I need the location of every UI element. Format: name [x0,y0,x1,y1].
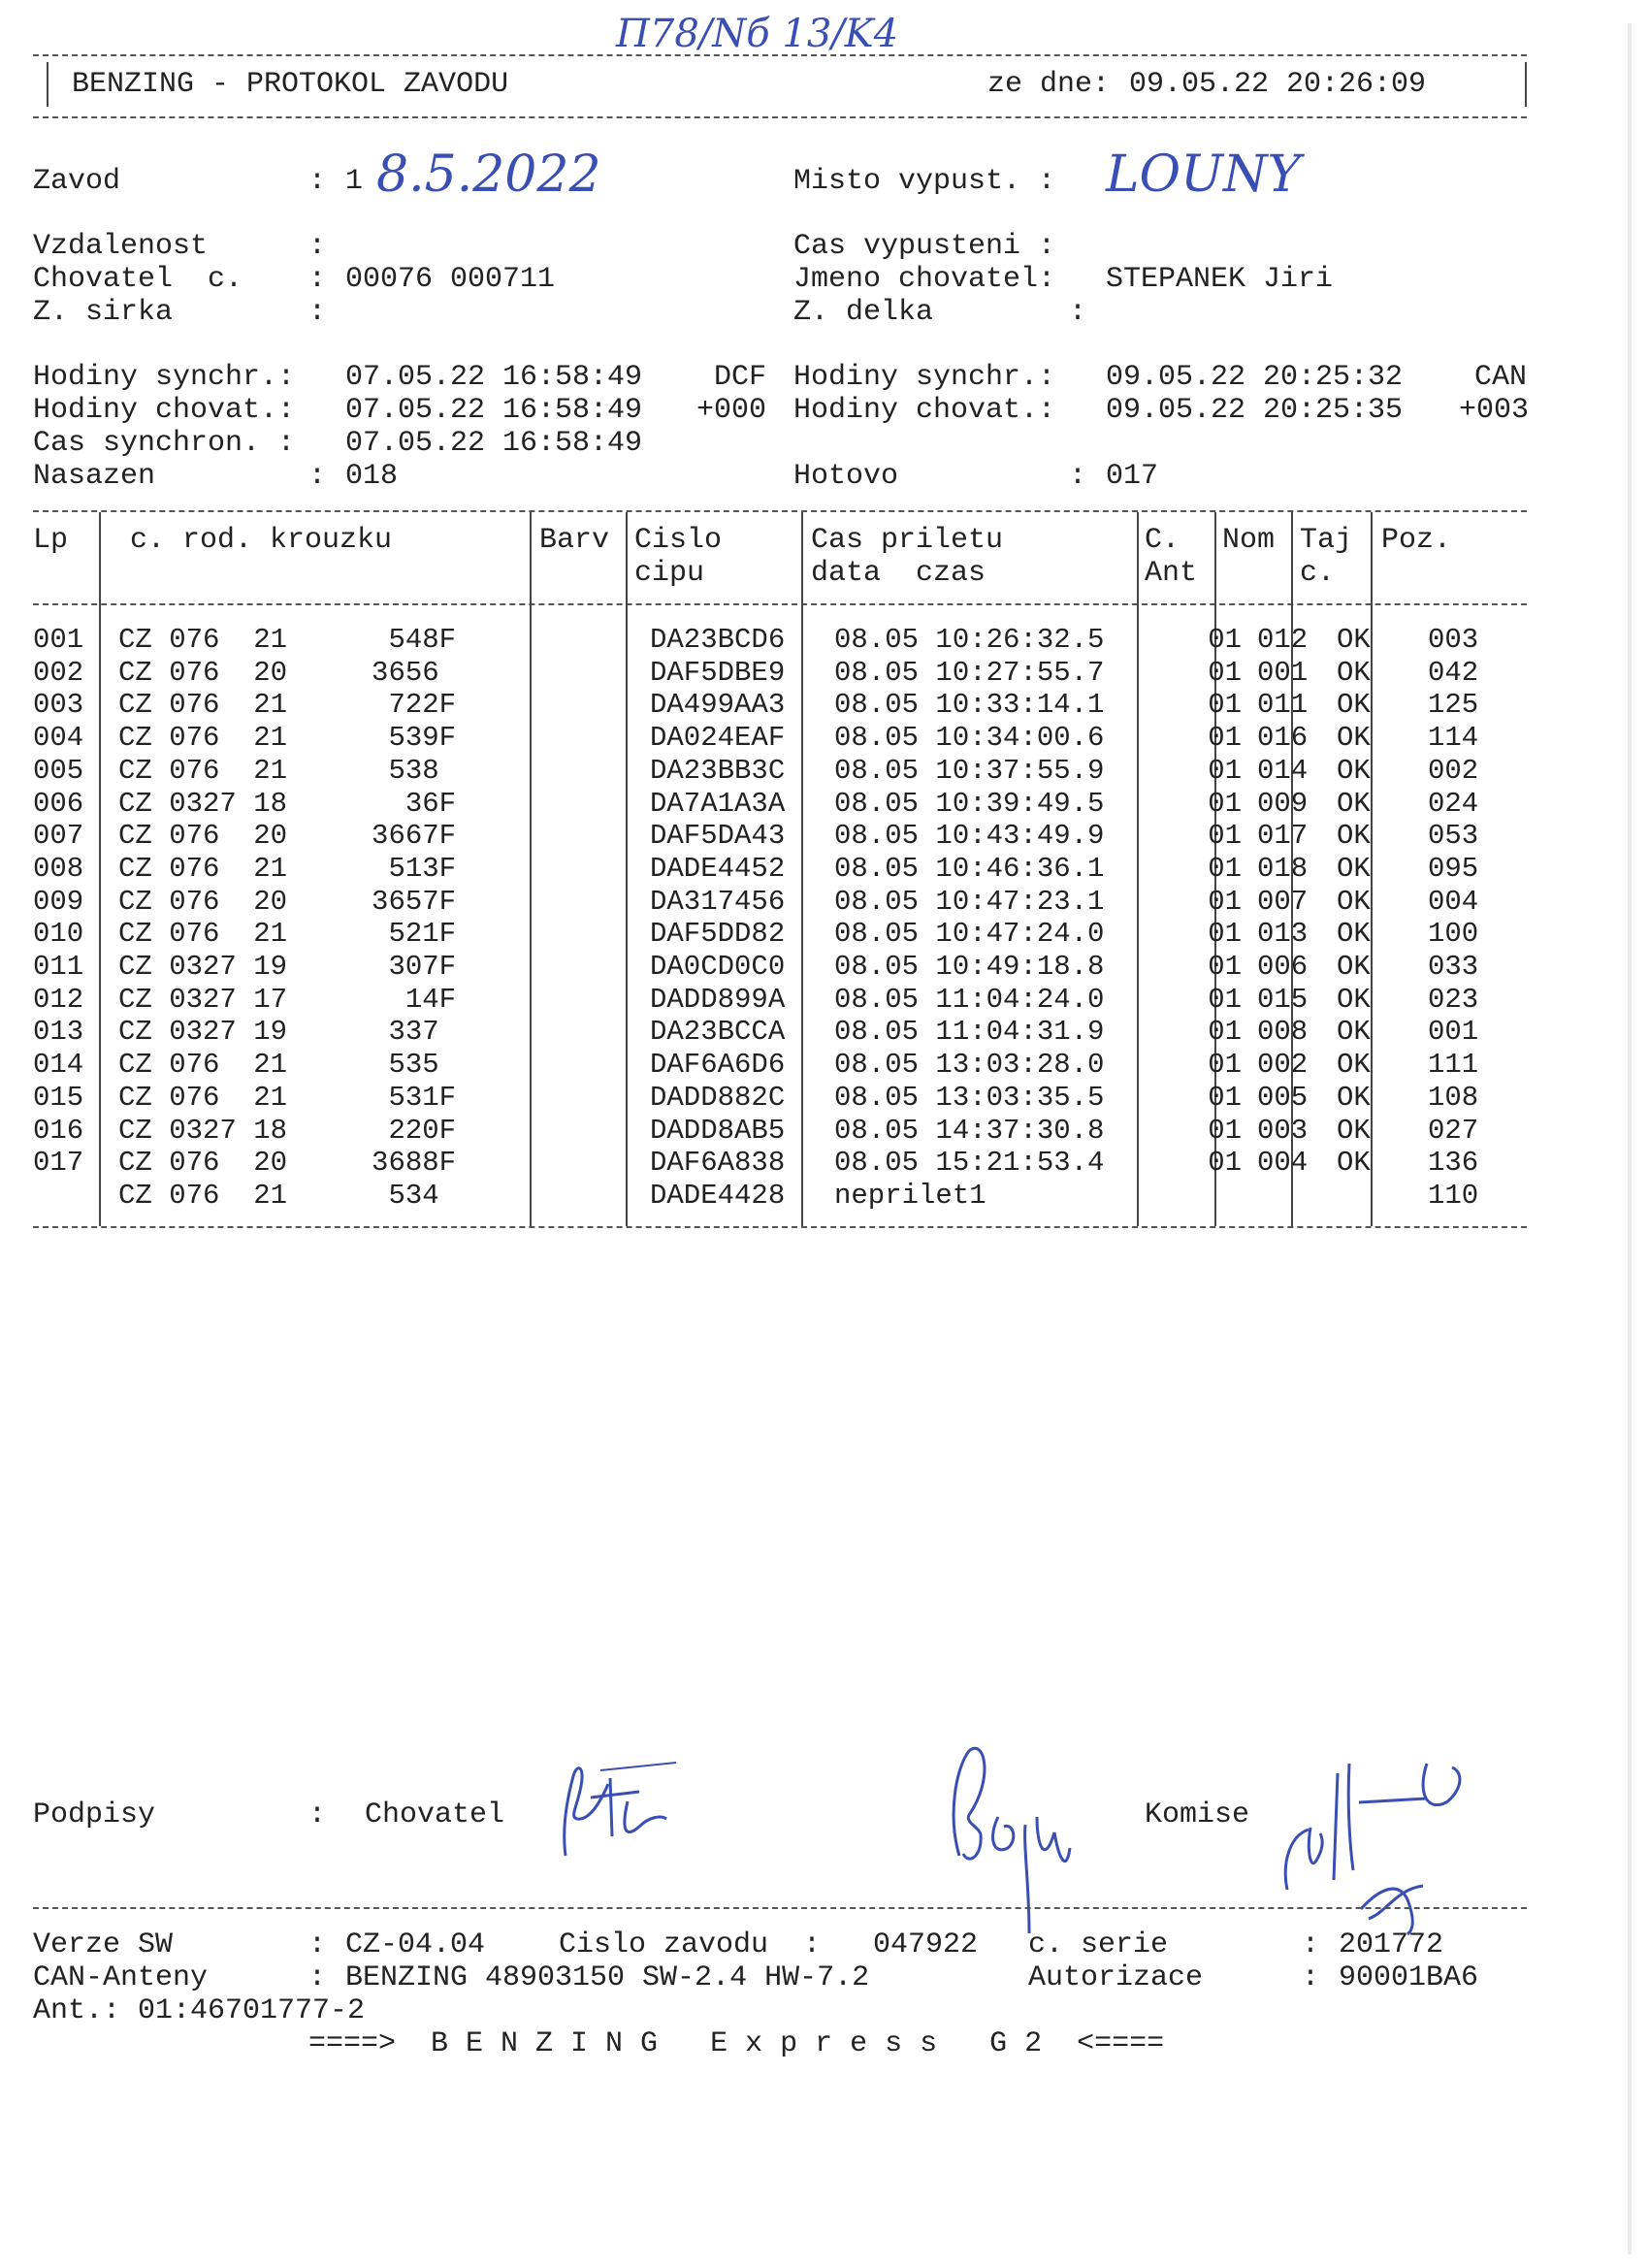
cell-barv [550,755,642,788]
table-row [33,1180,1515,1213]
cell-nom: 012 [1257,624,1309,656]
cell-ant: 01 [1208,1114,1242,1147]
cell-barv [550,1082,642,1115]
header-right-border [1525,62,1527,107]
cell-chip: DA317456 [650,885,786,918]
th-ant-2: Ant [1145,557,1198,590]
th-taj-2: c. [1300,557,1336,590]
delka-colon: : [1069,296,1087,329]
vzdalenost-colon: : [308,230,327,263]
header-left-border [47,62,48,107]
cas-vypusteni-label: Cas vypusteni : [793,230,1056,263]
cell-lp [33,1180,99,1213]
cell-poz: 042 [1428,656,1479,689]
cell-poz: 100 [1428,918,1479,951]
chovatel-signature [534,1741,678,1870]
cell-barv [550,984,642,1017]
scan-edge [1628,23,1632,2254]
th-ring: c. rod. krouzku [130,524,393,557]
chovatel-label: Chovatel c. [33,263,243,296]
cell-ant: 01 [1208,722,1242,755]
table-row [33,1115,1515,1148]
cell-lp: 007 [33,820,84,853]
cell-chip: DAF5DD82 [650,918,786,951]
cell-ant: 01 [1208,754,1242,787]
table-row [33,689,1515,722]
sync2-tag: CAN [1474,361,1528,394]
benzing-banner: ====> B E N Z I N G E x p r e s s G 2 <==== [308,2027,1165,2060]
cell-time: 08.05 11:04:31.9 [834,1016,1105,1049]
cell-taj: OK [1337,656,1371,689]
cell-chip: DAF5DBE9 [650,656,786,689]
sirka-label: Z. sirka [33,296,174,329]
table-row [33,1082,1515,1115]
th-barv: Barv [539,524,610,557]
cell-ring: CZ 0327 18 220F [118,1114,457,1147]
cell-ant: 01 [1208,787,1242,820]
cell-nom: 006 [1257,951,1309,984]
cell-chip: DA23BCD6 [650,624,786,656]
table-row [33,918,1515,951]
cell-time: 08.05 10:34:00.6 [834,722,1105,755]
cell-ring: CZ 076 21 539F [118,722,457,755]
cell-taj: OK [1337,754,1371,787]
cell-time: 08.05 15:21:53.4 [834,1147,1105,1180]
verze-label: Verze SW [33,1928,174,1961]
cell-lp: 003 [33,689,84,722]
jmeno-label: Jmeno chovatel: [793,263,1056,296]
cell-chip: DADD8AB5 [650,1114,786,1147]
cislo-value: 047922 [873,1928,979,1961]
cell-lp: 002 [33,656,84,689]
th-time-1: Cas priletu [811,524,1004,557]
cell-ant: 01 [1208,1016,1242,1049]
th-chip-2: cipu [634,557,705,590]
cell-ring: CZ 076 20 3656 [118,656,457,689]
cell-ant: 01 [1208,1049,1242,1082]
cell-time: 08.05 10:47:24.0 [834,918,1105,951]
chovatel-colon: : [308,263,327,296]
cell-lp: 008 [33,852,84,885]
chovat1-label: Hodiny chovat.: [33,394,296,427]
cell-taj [1333,1180,1416,1213]
table-row [33,1016,1515,1049]
cell-ant: 01 [1208,820,1242,853]
sync1-tag: DCF [714,361,767,394]
cell-chip: DA499AA3 [650,689,786,722]
cell-barv [550,689,642,722]
cell-ant: 01 [1208,951,1242,984]
footer-border [33,1907,1527,1909]
cell-ant: 01 [1208,852,1242,885]
th-time-2: data czas [811,557,986,590]
cell-nom: 015 [1257,983,1309,1016]
table-row [33,853,1515,886]
cell-barv [550,624,642,657]
cell-ant: 01 [1208,1147,1242,1180]
cell-chip: DAF5DA43 [650,820,786,853]
cell-ring: CZ 076 20 3657F [118,885,457,918]
cell-barv [550,788,642,821]
cell-taj: OK [1337,918,1371,951]
cell-barv [550,1016,642,1049]
cell-poz: 111 [1428,1049,1479,1082]
th-nom: Nom [1222,524,1276,557]
table-top-border [33,510,1527,512]
cell-chip: DAF6A838 [650,1147,786,1180]
th-lp: Lp [33,524,69,557]
cell-taj: OK [1337,722,1371,755]
cell-nom: 002 [1257,1049,1309,1082]
th-taj-1: Taj [1300,524,1353,557]
header-top-border [33,54,1527,56]
autorizace-label: Autorizace [1028,1961,1204,1994]
cell-lp: 009 [33,885,84,918]
cell-time: neprilet1 [834,1179,986,1212]
cell-taj: OK [1337,1016,1371,1049]
table-row [33,820,1515,853]
can-label: CAN-Anteny [33,1961,209,1994]
cell-time: 08.05 10:27:55.7 [834,656,1105,689]
cell-taj: OK [1337,689,1371,722]
cell-chip: DA23BB3C [650,754,786,787]
hotovo-value: 017 [1106,460,1159,493]
cell-ring: CZ 076 21 531F [118,1081,457,1114]
cell-nom [1249,1180,1333,1213]
table-row [33,1147,1515,1180]
table-bottom-border [33,1226,1527,1228]
cell-poz: 114 [1428,722,1479,755]
cell-poz: 027 [1428,1114,1479,1147]
nasazen-label: Nasazen [33,460,156,493]
cell-ant [1164,1180,1249,1213]
cell-time: 08.05 10:39:49.5 [834,787,1105,820]
cell-chip: DADE4428 [650,1179,786,1212]
cell-barv [550,853,642,886]
cell-taj: OK [1337,852,1371,885]
table-row [33,951,1515,984]
hotovo-colon: : [1069,460,1087,493]
cell-chip: DA7A1A3A [650,787,786,820]
cell-time: 08.05 10:37:55.9 [834,754,1105,787]
serie-value: 201772 [1339,1928,1444,1961]
cell-nom: 005 [1257,1081,1309,1114]
sig-chovatel-label: Chovatel [365,1798,505,1831]
misto-handwritten: LOUNY [1106,146,1301,204]
cell-ring: CZ 076 21 538 [118,754,457,787]
table-row [33,1049,1515,1082]
cell-poz: 125 [1428,689,1479,722]
cell-poz: 110 [1428,1179,1479,1212]
th-chip-1: Cislo [634,524,723,557]
cell-barv [550,1049,642,1082]
cell-barv [550,1147,642,1180]
cell-barv [550,1115,642,1148]
cell-barv [550,918,642,951]
cell-barv [550,951,642,984]
zavod-colon: : [308,165,327,198]
table-row [33,657,1515,690]
chovat2-value: 09.05.22 20:25:35 [1106,394,1404,427]
date-value: 09.05.22 20:26:09 [1129,68,1427,101]
cell-lp: 001 [33,624,84,656]
cell-nom: 016 [1257,722,1309,755]
cell-time: 08.05 10:26:32.5 [834,624,1105,656]
cell-time: 08.05 14:37:30.8 [834,1114,1105,1147]
cell-lp: 011 [33,951,84,984]
table-row [33,624,1515,657]
cell-nom: 017 [1257,820,1309,853]
cell-poz: 023 [1428,983,1479,1016]
zavod-label: Zavod [33,165,121,198]
cell-poz: 024 [1428,787,1479,820]
header-bottom-border [33,116,1527,118]
cas-sync-value: 07.05.22 16:58:49 [345,427,643,460]
cell-ring: CZ 076 21 513F [118,852,457,885]
cell-time: 08.05 13:03:35.5 [834,1081,1105,1114]
chovat2-label: Hodiny chovat.: [793,394,1056,427]
cell-nom: 009 [1257,787,1309,820]
date-label: ze dne: [987,68,1111,101]
cell-ring: CZ 076 21 534 [118,1179,457,1212]
can-colon: : [308,1961,327,1994]
cell-poz: 033 [1428,951,1479,984]
cell-nom: 014 [1257,754,1309,787]
cell-time: 08.05 10:49:18.8 [834,951,1105,984]
cell-lp: 015 [33,1081,84,1114]
vzdalenost-label: Vzdalenost [33,230,209,263]
cell-ant: 01 [1208,1081,1242,1114]
cell-nom: 001 [1257,656,1309,689]
cell-chip: DA23BCCA [650,1016,786,1049]
cell-ring: CZ 076 21 535 [118,1049,457,1082]
cell-ant: 01 [1208,885,1242,918]
verze-value: CZ-04.04 [345,1928,486,1961]
cell-ring: CZ 0327 18 36F [118,787,457,820]
cell-nom: 011 [1257,689,1309,722]
cell-nom: 003 [1257,1114,1309,1147]
cell-ant: 01 [1208,624,1242,656]
cell-ring: CZ 076 20 3667F [118,820,457,853]
delka-label: Z. delka [793,296,934,329]
verze-colon: : [308,1928,327,1961]
cell-lp: 017 [33,1147,84,1180]
table-row [33,984,1515,1017]
cell-chip: DA024EAF [650,722,786,755]
cell-nom: 008 [1257,1016,1309,1049]
cell-nom: 013 [1257,918,1309,951]
cell-chip: DA0CD0C0 [650,951,786,984]
cell-taj: OK [1337,787,1371,820]
cell-poz: 002 [1428,754,1479,787]
th-poz: Poz. [1381,524,1452,557]
cell-nom: 004 [1257,1147,1309,1180]
cell-ant: 01 [1208,656,1242,689]
cell-chip: DADE4452 [650,852,786,885]
cell-barv [550,722,642,755]
cell-lp: 010 [33,918,84,951]
protocol-title: BENZING - PROTOKOL ZAVODU [72,68,509,101]
results-table [33,624,1515,1213]
podpisy-label: Podpisy [33,1798,156,1831]
cell-time: 08.05 10:46:36.1 [834,852,1105,885]
cell-barv [550,1180,642,1213]
cell-lp: 014 [33,1049,84,1082]
cell-taj: OK [1337,1081,1371,1114]
table-header-border [33,603,1527,605]
cell-taj: OK [1337,983,1371,1016]
zavod-handwritten-date: 8.5.2022 [376,146,601,204]
cell-time: 08.05 10:47:23.1 [834,885,1105,918]
cell-poz: 003 [1428,624,1479,656]
cell-time: 08.05 10:33:14.1 [834,689,1105,722]
cell-lp: 004 [33,722,84,755]
cell-ring: CZ 076 20 3688F [118,1147,457,1180]
table-row [33,788,1515,821]
cell-poz: 053 [1428,820,1479,853]
cell-poz: 136 [1428,1147,1479,1180]
cell-taj: OK [1337,1114,1371,1147]
cell-chip: DADD882C [650,1081,786,1114]
cell-ant: 01 [1208,689,1242,722]
cell-ring: CZ 0327 17 14F [118,983,457,1016]
komise-signature [1234,1727,1495,1943]
cell-nom: 018 [1257,852,1309,885]
sync1-value: 07.05.22 16:58:49 [345,361,643,394]
cislo-label: Cislo zavodu : [559,1928,822,1961]
nasazen-value: 018 [345,460,399,493]
cell-lp: 016 [33,1114,84,1147]
cell-poz: 004 [1428,885,1479,918]
cell-barv [550,886,642,919]
cell-taj: OK [1337,1049,1371,1082]
autorizace-value: 90001BA6 [1339,1961,1479,1994]
cell-lp: 012 [33,983,84,1016]
sig-komise-label: Komise [1145,1798,1250,1831]
cell-lp: 005 [33,754,84,787]
cas-sync-label: Cas synchron. : [33,427,296,460]
table-row [33,722,1515,755]
sync2-value: 09.05.22 20:25:32 [1106,361,1404,394]
cell-taj: OK [1337,951,1371,984]
table-row [33,886,1515,919]
can-value: BENZING 48903150 SW-2.4 HW-7.2 [345,1961,870,1994]
sync1-label: Hodiny synchr.: [33,361,296,394]
nasazen-colon: : [308,460,327,493]
sync2-label: Hodiny synchr.: [793,361,1056,394]
cell-ant: 01 [1208,918,1242,951]
handwritten-reference: П78/Nб 13/K4 [616,12,899,56]
cell-ring: CZ 0327 19 337 [118,1016,457,1049]
misto-label: Misto vypust. : [793,165,1056,198]
hotovo-label: Hotovo [793,460,899,493]
cell-taj: OK [1337,820,1371,853]
cell-taj: OK [1337,1147,1371,1180]
cell-time: 08.05 11:04:24.0 [834,983,1105,1016]
cell-chip: DAF6A6D6 [650,1049,786,1082]
cell-time: 08.05 13:03:28.0 [834,1049,1105,1082]
serie-label: c. serie [1028,1928,1169,1961]
cell-lp: 013 [33,1016,84,1049]
cell-poz: 001 [1428,1016,1479,1049]
cell-nom: 007 [1257,885,1309,918]
cell-poz: 095 [1428,852,1479,885]
cell-ring: CZ 076 21 521F [118,918,457,951]
autorizace-colon: : [1302,1961,1320,1994]
cell-taj: OK [1337,624,1371,656]
cell-ring: CZ 076 21 722F [118,689,457,722]
witness-signature [922,1722,1105,1938]
sirka-colon: : [308,296,327,329]
cell-ant: 01 [1208,983,1242,1016]
antenna-line: Ant.: 01:46701777-2 [33,1994,366,2027]
th-ant-1: C. [1145,524,1180,557]
cell-ring: CZ 076 21 548F [118,624,457,656]
cell-chip: DADD899A [650,983,786,1016]
chovat1-tag: +000 [696,394,767,427]
chovat2-tag: +003 [1459,394,1530,427]
chovat1-value: 07.05.22 16:58:49 [345,394,643,427]
cell-poz: 108 [1428,1081,1479,1114]
cell-time: 08.05 10:43:49.9 [834,820,1105,853]
serie-colon: : [1302,1928,1320,1961]
jmeno-value: STEPANEK Jiri [1106,263,1334,296]
chovatel-value: 00076 000711 [345,263,556,296]
cell-barv [550,657,642,690]
zavod-value: 1 [345,165,364,198]
cell-barv [550,820,642,853]
table-row [33,755,1515,788]
podpisy-colon: : [308,1798,327,1831]
cell-lp: 006 [33,787,84,820]
cell-ring: CZ 0327 19 307F [118,951,457,984]
cell-taj: OK [1337,885,1371,918]
